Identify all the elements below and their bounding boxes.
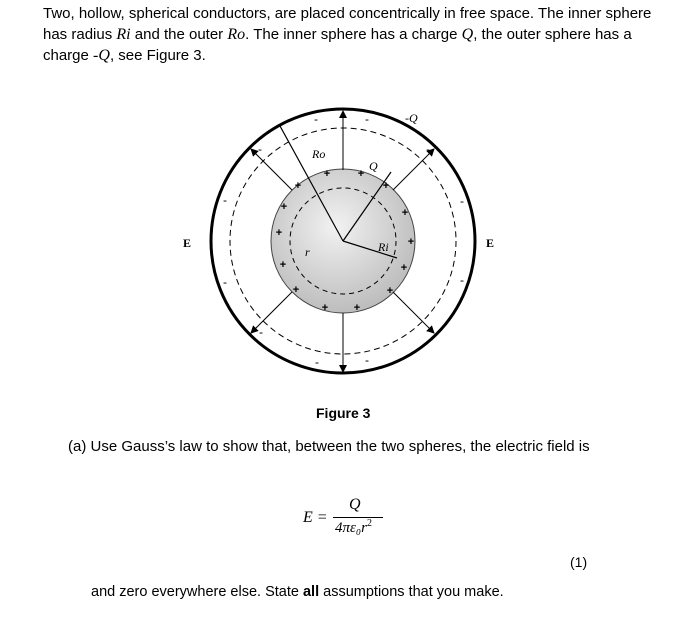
svg-text:-: -	[426, 142, 430, 156]
svg-text:+: +	[353, 302, 361, 314]
marks-indicator: (1)	[570, 554, 588, 570]
svg-text:-: -	[426, 323, 430, 337]
svg-text:-: -	[315, 355, 319, 369]
label-e-left: E	[183, 236, 192, 250]
svg-text:+: +	[382, 180, 390, 192]
svg-text:+: +	[321, 302, 329, 314]
question-a: (a) Use Gauss’s law to show that, between the two spheres, the electric field is	[68, 438, 590, 455]
figure-caption: Figure 3	[316, 405, 371, 421]
label-minus-q: -Q	[405, 111, 418, 125]
svg-text:-: -	[365, 353, 369, 367]
label-e-right: E	[486, 236, 495, 250]
svg-text:+: +	[357, 168, 365, 180]
svg-text:-: -	[460, 194, 464, 208]
svg-text:-: -	[365, 112, 369, 126]
svg-text:-: -	[460, 273, 464, 287]
closing-sentence: and zero everywhere else. State all assumptions that you make.	[91, 584, 504, 600]
svg-text:+: +	[280, 201, 288, 213]
svg-text:+: +	[275, 227, 283, 239]
label-ro: Ro	[312, 147, 326, 161]
formula-numerator: Q	[349, 496, 361, 513]
svg-text:+: +	[294, 180, 302, 192]
svg-text:-: -	[223, 275, 227, 289]
formula-lhs: E =	[303, 509, 328, 526]
label-ri: Ri	[378, 240, 389, 254]
svg-text:+: +	[279, 259, 287, 271]
svg-text:-: -	[258, 142, 262, 156]
svg-text:-: -	[259, 325, 263, 339]
svg-text:+: +	[323, 168, 331, 180]
svg-text:+: +	[400, 262, 408, 274]
svg-text:-: -	[223, 193, 227, 207]
svg-text:+: +	[292, 284, 300, 296]
problem-intro: Two, hollow, spherical conductors, are placed concentrically in free space. The inner sphere has radius Ri and the outer Ro. The inner sphere has a charge Q, the outer sphere has a charge -Q, see Figure 3.	[43, 5, 652, 64]
svg-text:+: +	[401, 207, 409, 219]
formula-denominator: $4\pi\varepsilon_0r^2$	[335, 518, 372, 536]
svg-text:-: -	[314, 112, 318, 126]
label-q: Q	[369, 159, 378, 173]
svg-text:+: +	[386, 285, 394, 297]
label-r: r	[305, 245, 310, 259]
svg-text:+: +	[407, 236, 415, 248]
